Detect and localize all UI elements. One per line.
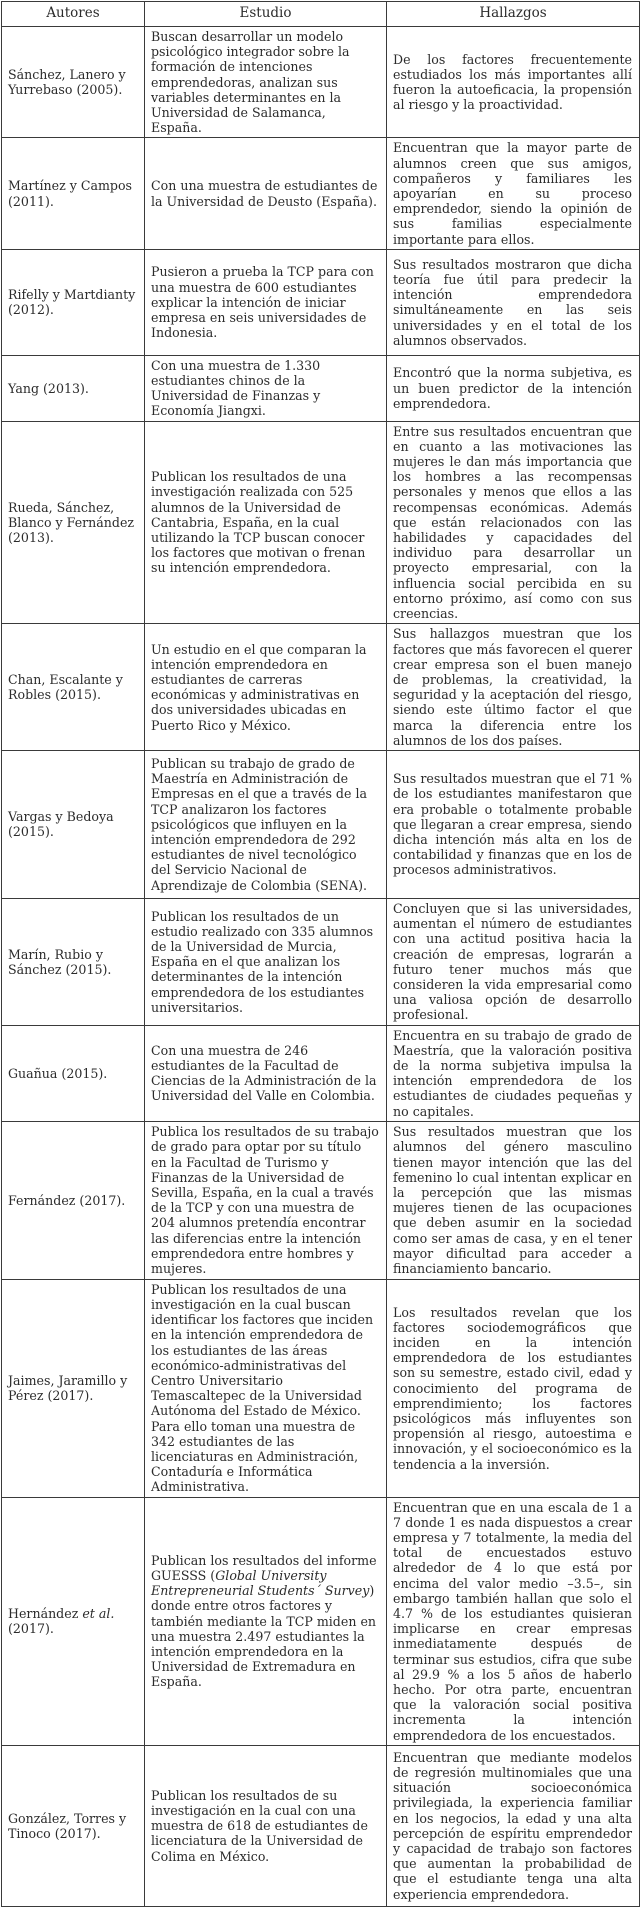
cell-estudio: Pusieron a prueba la TCP para con una muestra de 600 estudiantes explicar la intención de iniciar empresa en seis universidades de Indonesia. xyxy=(145,249,387,355)
table-row xyxy=(2,898,640,1025)
table-row xyxy=(2,1745,640,1906)
cell-autores: Vargas y Bedoya (2015). xyxy=(2,750,145,898)
table-row xyxy=(2,1279,640,1497)
table-row xyxy=(2,624,640,751)
cell-hallazgos: Entre sus resultados encuentran que en cuanto a las motivaciones las mujeres le dan más importancia que los hombres a las recompensas personales y menos que ellos a las recompensas económicas. Además que están relacionados con las habilidades y capacidades del individuo para desarrollar un proyecto empresarial, con la influencia social percibida en su entorno próximo, así como con sus creencias. xyxy=(387,421,640,624)
cell-autores: Fernández (2017). xyxy=(2,1121,145,1279)
cell-estudio: Publican los resultados de una investigación en la cual buscan identificar los factores que inciden en la intención emprendedora de los estudiantes de las áreas económico-administrativas del Centro Universitario Temascaltepec de la Universidad Autónoma del Estado de México. Para ello toman una muestra de 342 estudiantes de las licenciaturas en Administración, Contaduría e Informática Administrativa. xyxy=(145,1279,387,1497)
author-year: (2017). xyxy=(8,1621,54,1637)
cell-autores: Marín, Rubio y Sánchez (2015). xyxy=(2,898,145,1025)
table-row xyxy=(2,138,640,249)
cell-estudio: Publican los resultados de una investigación realizada con 525 alumnos de la Universidad de Cantabria, España, en la cual utilizando la TCP buscan conocer los factores que motivan o frenan su intención emprendedora. xyxy=(145,421,387,624)
cell-autores: Guañua (2015). xyxy=(2,1025,145,1121)
cell-hallazgos: Encontró que la norma subjetiva, es un buen predictor de la intención emprendedora. xyxy=(387,355,640,421)
author-name: Hernández xyxy=(8,1606,83,1622)
cell-autores: Martínez y Campos (2011). xyxy=(2,138,145,249)
table-row xyxy=(2,750,640,898)
survey-title-italic: Global University Entrepreneurial Students´ Survey xyxy=(151,1568,370,1599)
estudio-text-start: Publican los resultados del informe GUESSS ( xyxy=(151,1552,377,1584)
column-header-autores: Autores xyxy=(2,2,145,27)
table-row xyxy=(2,27,640,138)
cell-estudio: Buscan desarrollar un modelo psicológico integrador sobre la formación de intenciones emprendedoras, analizan sus variables determinantes en la Universidad de Salamanca, España. xyxy=(145,27,387,138)
literature-review-table xyxy=(1,1,640,1907)
header-row xyxy=(2,2,640,27)
cell-hallazgos: De los factores frecuentemente estudiados los más importantes allí fueron la autoeficacia, la propensión al riesgo y la proactividad. xyxy=(387,27,640,138)
cell-hallazgos: Los resultados revelan que los factores sociodemográficos que inciden en la intención emprendedora de los estudiantes son su semestre, estado civil, edad y conocimiento del programa de emprendimiento; los factores psicológicos más influyentes son propensión al riesgo, autoestima e innovación, y el socioeconómico es la tendencia a la inversión. xyxy=(387,1279,640,1497)
table-row xyxy=(2,249,640,355)
cell-estudio: Publican su trabajo de grado de Maestría en Administración de Empresas en el que a través de la TCP analizaron los factores psicológicos que influyen en la intención emprendedora de 292 estudiantes de nivel tecnológico del Servicio Nacional de Aprendizaje de Colombia (SENA). xyxy=(145,750,387,898)
cell-estudio: Con una muestra de 246 estudiantes de la Facultad de Ciencias de la Administración de la Universidad del Valle en Colombia. xyxy=(145,1025,387,1121)
cell-estudio: Con una muestra de 1.330 estudiantes chinos de la Universidad de Finanzas y Economía Jiangxi. xyxy=(145,355,387,421)
column-header-hallazgos: Hallazgos xyxy=(387,2,640,27)
table-row xyxy=(2,1121,640,1279)
cell-hallazgos: Sus resultados muestran que los alumnos del género masculino tienen mayor intención que las del femenino lo cual intentan explicar en la percepción que las mismas mujeres tienen de las ocupaciones que deben asumir en la sociedad como ser amas de casa, y en el tener mayor dificultad para acceder a financiamiento bancario. xyxy=(387,1121,640,1279)
cell-hallazgos: Encuentran que la mayor parte de alumnos creen que sus amigos, compañeros y familiares les apoyarían en su proceso emprendedor, siendo la opinión de sus familias especialmente importante para ellos. xyxy=(387,138,640,249)
cell-estudio xyxy=(145,1497,387,1745)
table-row xyxy=(2,421,640,624)
cell-autores: Chan, Escalante y Robles (2015). xyxy=(2,624,145,751)
cell-hallazgos: Encuentran que en una escala de 1 a 7 donde 1 es nada dispuestos a crear empresa y 7 totalmente, la media del total de encuestados estuvo alrededor de 4 lo que está por encima del valor medio –3.5–, sin embargo también hallan que solo el 4.7 % de los estudiantes quisieran implicarse en crear empresas inmediatamente después de terminar sus estudios, cifra que sube al 29.9 % a los 5 años de haberlo hecho. Por otra parte, encuentran que la valoración social positiva incrementa la intención emprendedora de los encuestados. xyxy=(387,1497,640,1745)
cell-autores xyxy=(2,1497,145,1745)
cell-estudio: Publican los resultados de su investigación en la cual con una muestra de 618 de estudiantes de licenciatura de la Universidad de Colima en México. xyxy=(145,1745,387,1906)
cell-estudio: Publican los resultados de un estudio realizado con 335 alumnos de la Universidad de Murcia, España en el que analizan los determinantes de la intención emprendedora de los estudiantes universitarios. xyxy=(145,898,387,1025)
cell-autores: González, Torres y Tinoco (2017). xyxy=(2,1745,145,1906)
et-al-italic: et al. xyxy=(82,1606,115,1622)
cell-hallazgos: Sus resultados mostraron que dicha teoría fue útil para predecir la intención emprendedora simultáneamente en las seis universidades y en el total de los alumnos observados. xyxy=(387,249,640,355)
cell-estudio: Con una muestra de estudiantes de la Universidad de Deusto (España). xyxy=(145,138,387,249)
cell-hallazgos: Encuentran que mediante modelos de regresión multinomiales que una situación socioeconómica privilegiada, la experiencia familiar en los negocios, la edad y una alta percepción de espíritu emprendedor y capacidad de trabajo son factores que aumentan la probabilidad de que el estudiante tenga una alta experiencia emprendedora. xyxy=(387,1745,640,1906)
cell-autores: Yang (2013). xyxy=(2,355,145,421)
cell-hallazgos: Concluyen que si las universidades, aumentan el número de estudiantes con una actitud positiva hacia la creación de empresas, lograrán a futuro tener muchos más que consideren la vida empresarial como una valiosa opción de desarrollo profesional. xyxy=(387,898,640,1025)
cell-autores: Rifelly y Martdianty (2012). xyxy=(2,249,145,355)
cell-hallazgos: Sus hallazgos muestran que los factores que más favorecen el querer crear empresa son el buen manejo de problemas, la creatividad, la seguridad y la aceptación del riesgo, siendo este último factor el que marca la diferencia entre los alumnos de los dos países. xyxy=(387,624,640,751)
cell-hallazgos: Encuentra en su trabajo de grado de Maestría, que la valoración positiva de la norma subjetiva impulsa la intención emprendedora de los estudiantes de ciudades pequeñas y no capitales. xyxy=(387,1025,640,1121)
column-header-estudio: Estudio xyxy=(145,2,387,27)
cell-hallazgos: Sus resultados muestran que el 71 % de los estudiantes manifestaron que era probable o totalmente probable que llegaran a crear empresa, siendo dicha intención más alta en los de contabilidad y finanzas que en los de procesos administrativos. xyxy=(387,750,640,898)
cell-estudio: Un estudio en el que comparan la intención emprendedora en estudiantes de carreras económicas y administrativas en dos universidades ubicadas en Puerto Rico y México. xyxy=(145,624,387,751)
cell-autores: Rueda, Sánchez, Blanco y Fernández (2013). xyxy=(2,421,145,624)
cell-autores: Jaimes, Jaramillo y Pérez (2017). xyxy=(2,1279,145,1497)
table-row xyxy=(2,1025,640,1121)
table-row xyxy=(2,1497,640,1745)
table-row xyxy=(2,355,640,421)
estudio-text-end: ) donde entre otros factores y también mediante la TCP miden en una muestra 2.497 estudiantes la intención emprendedora en la Universidad de Extremadura en España. xyxy=(151,1583,377,1690)
cell-estudio: Publica los resultados de su trabajo de grado para optar por su título en la Facultad de Turismo y Finanzas de la Universidad de Sevilla, España, en la cual a través de la TCP y con una muestra de 204 alumnos pretendía encontrar las diferencias entre la intención emprendedora entre hombres y mujeres. xyxy=(145,1121,387,1279)
cell-autores: Sánchez, Lanero y Yurrebaso (2005). xyxy=(2,27,145,138)
